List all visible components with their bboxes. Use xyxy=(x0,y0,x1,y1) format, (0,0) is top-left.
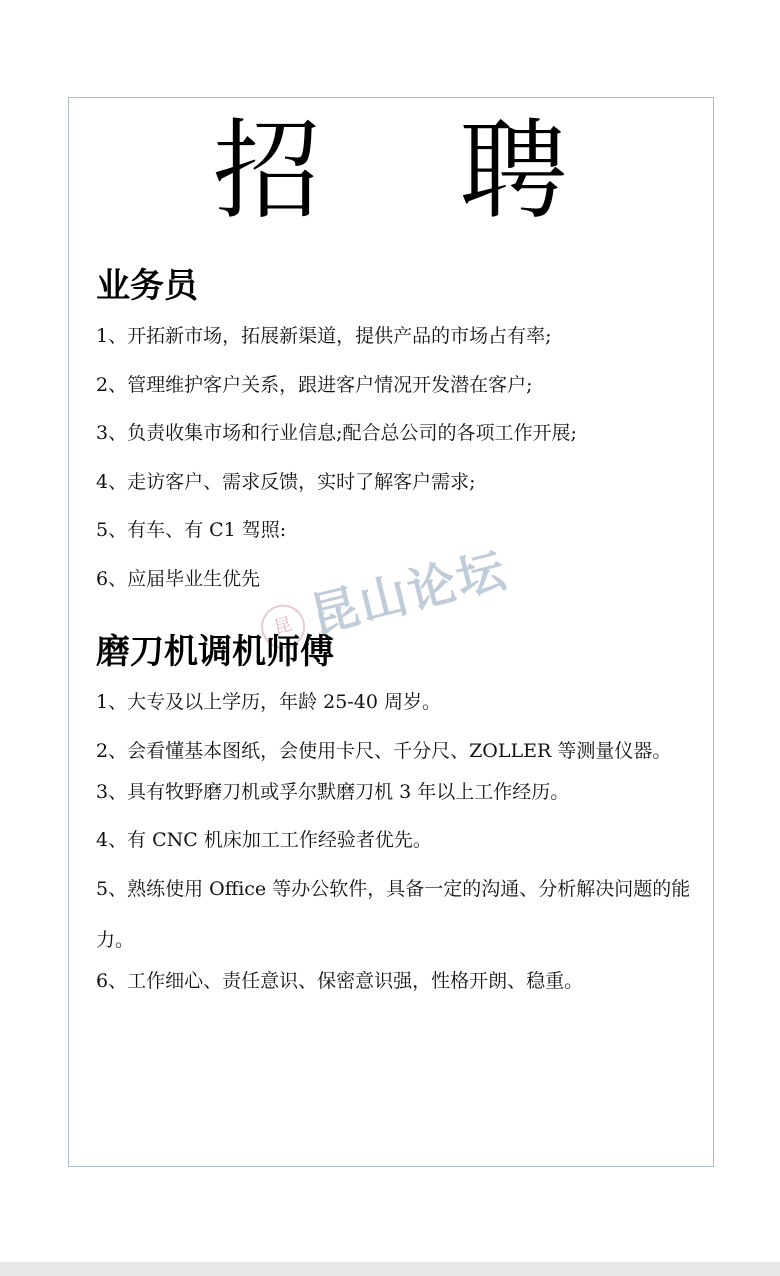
list-item: 2、会看懂基本图纸，会使用卡尺、千分尺、ZOLLER 等测量仪器。 xyxy=(96,739,672,762)
bottom-bar xyxy=(0,1262,780,1276)
section-heading-salesperson: 业务员 xyxy=(96,266,198,306)
kunshan-forum-logo-icon: 昆 xyxy=(256,600,309,653)
watermark-text: 昆山论坛 xyxy=(304,541,513,645)
list-item: 3、负责收集市场和行业信息;配合总公司的各项工作开展; xyxy=(96,422,577,444)
list-item: 6、工作细心、责任意识、保密意识强，性格开朗、稳重。 xyxy=(96,969,584,992)
list-item: 1、开拓新市场，拓展新渠道，提供产品的市场占有率; xyxy=(96,325,552,347)
list-item: 5、有车、有 C1 驾照: xyxy=(96,519,287,541)
list-item: 1、大专及以上学历，年龄 25-40 周岁。 xyxy=(96,691,441,713)
list-item: 6、应届毕业生优先 xyxy=(96,567,261,590)
section-heading-grinder-technician: 磨刀机调机师傅 xyxy=(96,632,334,672)
poster-title: 招 聘 xyxy=(212,109,620,234)
list-item: 3、具有牧野磨刀机或孚尔默磨刀机 3 年以上工作经历。 xyxy=(96,780,570,803)
list-item: 2、管理维护客户关系，跟进客户情况开发潜在客户; xyxy=(96,373,533,396)
technician-requirements-list xyxy=(96,686,696,1013)
list-item: 5、熟练使用 Office 等办公软件，具备一定的沟通、分析解决问题的能力。 xyxy=(96,877,691,951)
list-item: 4、有 CNC 机床加工工作经验者优先。 xyxy=(96,829,432,851)
list-item: 4、走访客户、需求反馈，实时了解客户需求; xyxy=(96,470,476,493)
